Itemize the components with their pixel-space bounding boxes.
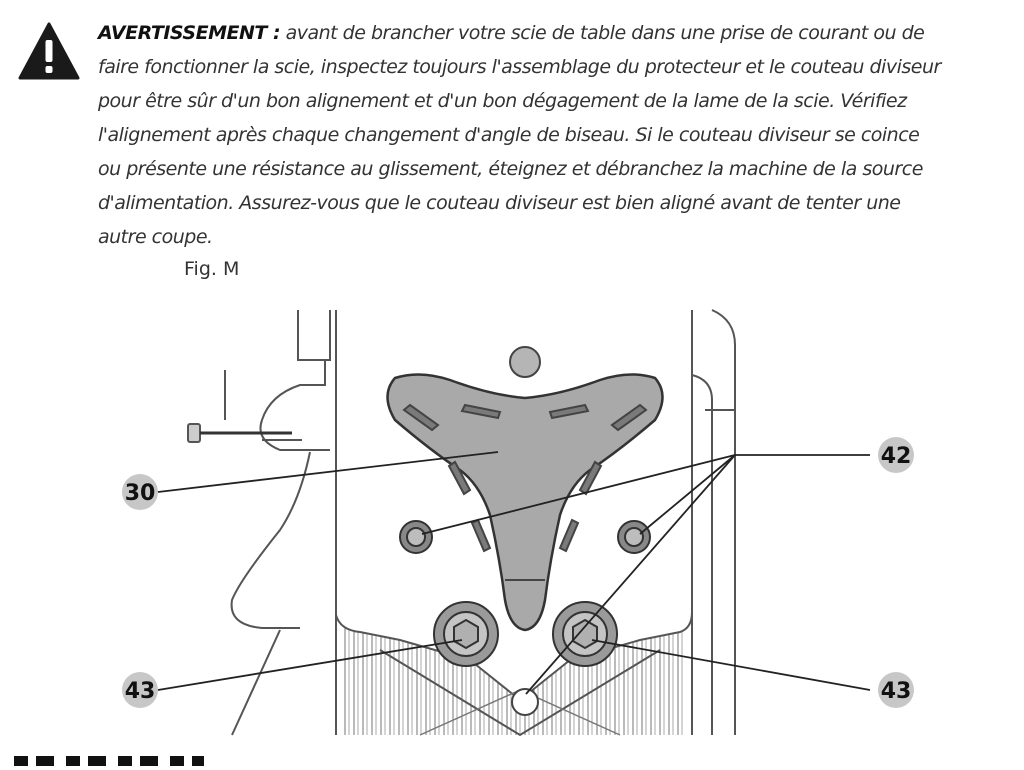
warning-line-2: faire fonctionner la scie, inspectez toujours l'assemblage du protecteur et le couteau diviseur [98, 56, 941, 78]
callout-43-right-label: 43 [880, 679, 912, 704]
screw-42-left [400, 521, 432, 553]
warning-line-3: pour être sûr d'un bon alignement et d'un bon dégagement de la lame de la scie. Vérifiez [98, 90, 907, 112]
warning-line-5: ou présente une résistance au glissement, éteignez et débranchez la machine de la source [98, 158, 923, 180]
top-knob [510, 347, 540, 377]
screw-42-right [618, 521, 650, 553]
warning-line-7: autre coupe. [98, 226, 213, 248]
warning-line-6: d'alimentation. Assurez-vous que le couteau diviseur est bien aligné avant de tenter une [98, 192, 901, 214]
bolt-43-right [553, 602, 617, 666]
callout-43-left [122, 672, 158, 708]
callout-30 [122, 474, 158, 510]
warning-line-1: avant de brancher votre scie de table dans une prise de courant ou de [285, 22, 925, 44]
cropped-next-heading [14, 750, 314, 770]
callout-42-label: 42 [880, 444, 912, 469]
warning-lead: AVERTISSEMENT : [98, 22, 281, 44]
left-screw [188, 424, 302, 442]
warning-paragraph [98, 16, 998, 254]
callout-30-label: 30 [124, 481, 156, 506]
bottom-hole [512, 689, 538, 715]
callout-42 [878, 437, 914, 473]
figure-label: Fig. M [184, 258, 240, 280]
bolt-43-left [434, 602, 498, 666]
warning-line-4: l'alignement après chaque changement d'angle de biseau. Si le couteau diviseur se coince [98, 124, 920, 146]
figure-m-diagram [0, 290, 1024, 740]
callout-43-right [878, 672, 914, 708]
callout-43-left-label: 43 [124, 679, 156, 704]
warning-triangle-icon [18, 22, 80, 80]
tri-knob [388, 374, 663, 630]
